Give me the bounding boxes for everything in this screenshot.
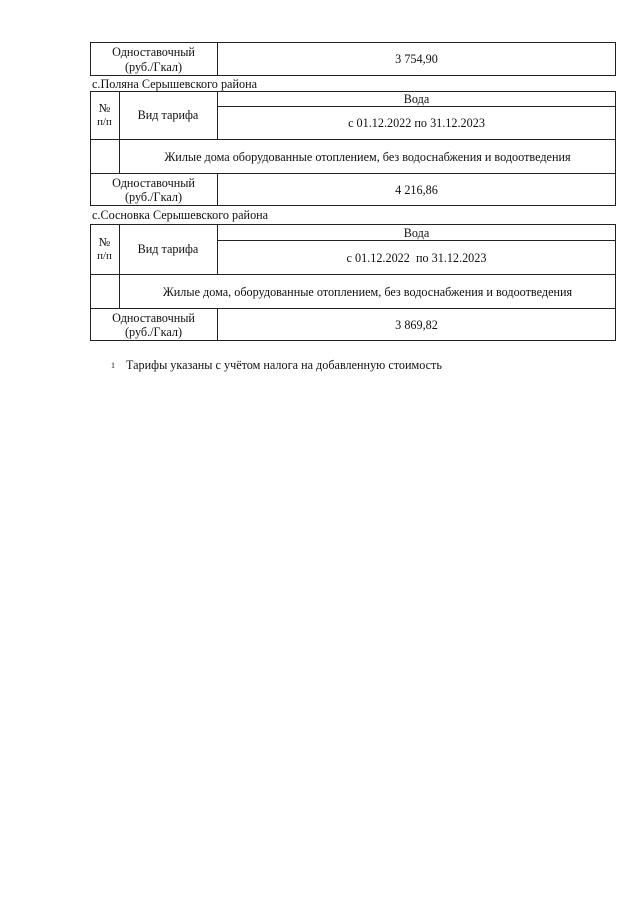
polyana-group-underline: [217, 106, 616, 107]
top-row-label-line2: (руб./Гкал): [125, 60, 182, 74]
polyana-header-no-line1: №: [98, 101, 111, 115]
polyana-category-bottom: [90, 173, 616, 174]
polyana-header-group: Вода: [403, 92, 430, 106]
polyana-row-label-line1: Одноставочный: [112, 176, 195, 190]
sosnovka-row-label-line1: Одноставочный: [112, 311, 195, 325]
sosnovka-header-period: с 01.12.2022 по 31.12.2023: [346, 251, 487, 265]
polyana-header-no-line2: п/п: [97, 116, 112, 128]
sosnovka-category: Жилые дома, оборудованные отоплением, без водоснабжения и водоотведения: [162, 285, 573, 299]
footnote-marker: 1: [111, 361, 115, 370]
sosnovka-header-group: Вода: [403, 226, 430, 240]
polyana-category: Жилые дома оборудованные отоплением, без водоснабжения и водоотведения: [164, 150, 571, 164]
polyana-tariff-value: 4 216,86: [395, 183, 438, 197]
sosnovka-tariff-value: 3 869,82: [395, 318, 438, 332]
sosnovka-header-type: Вид тарифа: [137, 242, 199, 256]
sosnovka-group-underline: [217, 240, 616, 241]
sosnovka-row-label-line2: (руб./Гкал): [125, 325, 182, 339]
sosnovka-header-bottom: [90, 274, 616, 275]
polyana-caption: с.Поляна Серышевского района: [92, 77, 257, 91]
polyana-row-label-line2: (руб./Гкал): [125, 190, 182, 204]
polyana-header-bottom: [90, 139, 616, 140]
footnote-text: Тарифы указаны с учётом налога на добавленную стоимость: [126, 358, 442, 372]
top-tariff-value: 3 754,90: [395, 52, 438, 66]
sosnovka-caption: с.Сосновка Серышевского района: [92, 208, 269, 222]
top-row-label-line1: Одноставочный: [112, 45, 195, 59]
sosnovka-header-no-line2: п/п: [97, 250, 112, 262]
sosnovka-header-no-line1: №: [98, 235, 111, 249]
polyana-header-type: Вид тарифа: [137, 108, 199, 122]
polyana-header-period: с 01.12.2022 по 31.12.2023: [348, 116, 485, 130]
sosnovka-category-bottom: [90, 308, 616, 309]
